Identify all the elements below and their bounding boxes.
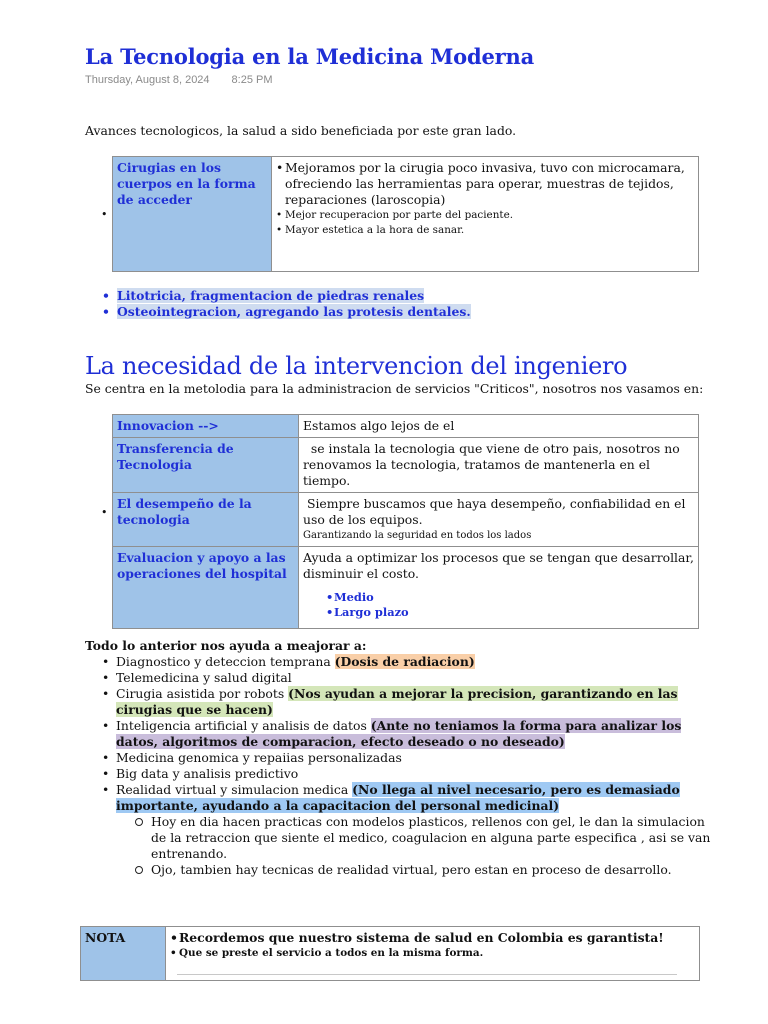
summary-item: • Big data y analisis predictivo xyxy=(101,766,711,782)
summary-item: • Cirugia asistida por robots (Nos ayudan a mejorar la precision, garantizando en las cirugias que se hacen) xyxy=(101,686,711,718)
table2-bullet: • xyxy=(101,506,108,519)
summary-item: • Telemedicina y salud digital xyxy=(101,670,711,686)
summary-list xyxy=(101,654,711,878)
procedure-item: • Osteointegracion, agregando las protesis dentales. xyxy=(101,304,471,320)
engineering-table xyxy=(112,414,699,629)
surgery-item: • Mayor estetica a la hora de sanar. xyxy=(276,223,694,238)
section-intro: Se centra en la metolodia para la administracion de servicios "Criticos", nosotros nos vasamos en: xyxy=(85,381,704,396)
summary-highlight: (No llega al nivel necesario, pero es demasiado importante, ayudando a la capacitacion del personal medicinal) xyxy=(116,782,680,813)
summary-highlight: (Dosis de radiacion) xyxy=(334,654,475,669)
row-text: Ayuda a optimizar los procesos que se tengan que desarrollar, disminuir el costo. xyxy=(303,550,694,581)
surgery-item: • Mejoramos por la cirugia poco invasiva, tuvo con microcamara, ofreciendo las herramientas para operar, muestras de tejidos, reparaciones (laroscopia) xyxy=(276,160,694,208)
row-text: Siempre buscamos que haya desempeño, confiabilidad en el uso de los equipos. xyxy=(303,496,690,527)
summary-item: • Diagnostico y deteccion temprana (Dosis de radiacion) xyxy=(101,654,711,670)
summary-item: • Realidad virtual y simulacion medica (No llega al nivel necesario, pero es demasiado importante, ayudando a la capacitacion del personal medicinal) Hoy en dia hacen practicas con modelos plasticos, rellenos con gel, le dan la simulacion de la retraccion que siente el medico, coagulacion en alguna parte especifica , asi se van entrenando. Ojo, tambien hay tecnicas de realidad virtual, pero estan en proceso de desarrollo. xyxy=(101,782,711,878)
summary-highlight: (Nos ayudan a mejorar la precision, garantizando en las cirugias que se hacen) xyxy=(116,686,678,717)
note-content xyxy=(166,927,700,981)
row-text: se instala la tecnologia que viene de otro pais, nosotros no renovamos la tecnologia, tratamos de mantenerla en el tiempo. xyxy=(299,438,699,493)
row-label: El desempeño de la tecnologia xyxy=(113,493,299,547)
intro-paragraph: Avances tecnologicos, la salud a sido beneficiada por este gran lado. xyxy=(85,123,517,138)
row-label: Transferencia de Tecnologia xyxy=(113,438,299,493)
note-item: • Que se preste el servicio a todos en la misma forma. xyxy=(170,946,695,961)
surgery-label: Cirugias en los cuerpos en la forma de acceder xyxy=(113,157,272,272)
table1-bullet: • xyxy=(101,208,108,221)
summary-item: • Medicina genomica y repaiias personalizadas xyxy=(101,750,711,766)
procedure-item: • Litotricia, fragmentacion de piedras renales xyxy=(101,288,471,304)
note-divider xyxy=(177,974,677,975)
surgery-details xyxy=(272,157,699,272)
note-label: NOTA xyxy=(81,927,166,981)
row-cell xyxy=(299,547,699,629)
term-item: • Largo plazo xyxy=(326,605,694,620)
row-text: Estamos algo lejos de el xyxy=(299,415,699,438)
note-table xyxy=(80,926,700,981)
summary-heading: Todo lo anterior nos ayuda a meajorar a: xyxy=(85,638,367,653)
row-note: Garantizando la seguridad en todos los lados xyxy=(303,530,532,541)
page-meta xyxy=(85,74,273,86)
vr-sublist xyxy=(116,814,711,878)
row-label: Innovacion --> xyxy=(113,415,299,438)
summary-item: • Inteligencia artificial y analisis de datos (Ante no teniamos la forma para analizar los datos, algoritmos de comparacion, efecto deseado o no deseado) xyxy=(101,718,711,750)
procedures-list xyxy=(101,288,471,320)
surgery-table xyxy=(112,156,699,272)
page-title: La Tecnologia en la Medicina Moderna xyxy=(85,44,534,69)
term-item: • Medio xyxy=(326,590,694,605)
page-time: 8:25 PM xyxy=(231,74,273,86)
vr-subitem: Hoy en dia hacen practicas con modelos plasticos, rellenos con gel, le dan la simulacion de la retraccion que siente el medico, coagulacion en alguna parte especifica , asi se van entrenando. xyxy=(134,814,711,862)
summary-highlight: (Ante no teniamos la forma para analizar los datos, algoritmos de comparacion, efecto deseado o no deseado) xyxy=(116,718,682,749)
note-item: • Recordemos que nuestro sistema de salud en Colombia es garantista! xyxy=(170,930,695,946)
vr-subitem: Ojo, tambien hay tecnicas de realidad virtual, pero estan en proceso de desarrollo. xyxy=(134,862,711,878)
section-heading: La necesidad de la intervencion del ingeniero xyxy=(85,352,628,380)
row-label: Evaluacion y apoyo a las operaciones del hospital xyxy=(113,547,299,629)
surgery-item: • Mejor recuperacion por parte del paciente. xyxy=(276,208,694,223)
page-date: Thursday, August 8, 2024 xyxy=(85,74,210,86)
row-cell xyxy=(299,493,699,547)
term-list xyxy=(326,590,694,620)
